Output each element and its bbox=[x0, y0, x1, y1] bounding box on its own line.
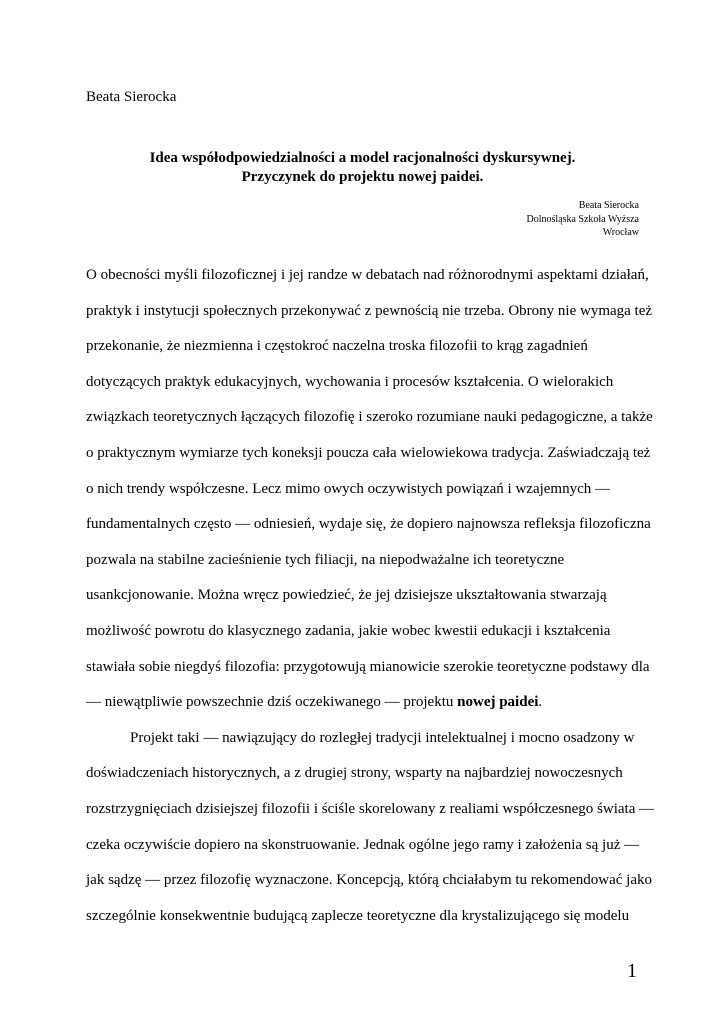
text-line: dotyczących praktyk edukacyjnych, wychowania i procesów kształcenia. O wielorakich bbox=[86, 373, 614, 390]
text-segment: — niewątpliwie powszechnie dziś oczekiwanego — projektu bbox=[86, 694, 458, 711]
title-line-1: Idea współodpowiedzialności a model racjonalności dyskursywnej. bbox=[149, 150, 576, 166]
affiliation-name: Beata Sierocka bbox=[578, 200, 639, 211]
text-line: przekonanie, że niezmienna i częstokroć naczelna troska filozofii to krąg zagadnień bbox=[86, 338, 588, 355]
text-line: praktyk i instytucji społecznych przekonywać z pewnością nie trzeba. Obrony nie wymaga też bbox=[86, 302, 653, 319]
text-line: O obecności myśli filozoficznej i jej randze w debatach nad różnorodnymi aspektami działań, bbox=[86, 267, 649, 283]
text-line: związkach teoretycznych łączących filozofię i szeroko rozumiane nauki pedagogiczne, a także bbox=[86, 409, 653, 426]
text-line: rozstrzygnięciach dzisiejszej filozofii i ściśle skorelowany z realiami współczesnego świata — bbox=[86, 800, 655, 817]
author-affiliation bbox=[526, 199, 639, 240]
body-text bbox=[86, 258, 655, 934]
text-line: Projekt taki — nawiązujący do rozległej tradycji intelektualnej i mocno osadzony w bbox=[130, 729, 635, 746]
text-segment: . bbox=[538, 694, 543, 711]
bold-term: nowej paidei bbox=[457, 694, 539, 711]
text-line: doświadczeniach historycznych, a z drugiej strony, wsparty na najbardziej nowoczesnych bbox=[86, 765, 623, 782]
text-line: usankcjonowanie. Można wręcz powiedzieć, że jej dzisiejsze ukształtowania stwarzają bbox=[86, 587, 607, 604]
text-line: czeka oczywiście dopiero na skonstruowanie. Jednak ogólne jego ramy i założenia są już — bbox=[86, 836, 640, 853]
document-title bbox=[86, 149, 639, 187]
title-line-2: Przyczynek do projektu nowej paidei. bbox=[241, 169, 484, 185]
text-line: fundamentalnych często — odniesień, wydaje się, że dopiero najnowsza refleksja filozoficzna bbox=[86, 516, 651, 533]
text-line: o praktycznym wymiarze tych koneksji poucza cała wielowiekowa tradycja. Zaświadczają też bbox=[86, 444, 651, 461]
affiliation-institution: Dolnośląska Szkoła Wyższa bbox=[526, 213, 639, 225]
paragraph-2 bbox=[86, 721, 655, 935]
text-line-last bbox=[86, 685, 639, 721]
text-line: stawiała sobie niegdyś filozofia: przygotowują mianowicie szerokie teoretyczne podstawy dla bbox=[86, 658, 650, 675]
text-line: możliwość powrotu do klasycznego zadania, jakie wobec kwestii edukacji i kształcenia bbox=[86, 622, 611, 639]
text-line: o nich trendy współczesne. Lecz mimo owych oczywistych powiązań i wzajemnych — bbox=[86, 480, 610, 497]
text-line: jak sądzę — przez filozofię wyznaczone. Koncepcją, którą chciałabym tu rekomendować jako bbox=[86, 872, 652, 889]
paragraph-1 bbox=[86, 258, 653, 721]
header-author: Beata Sierocka bbox=[86, 89, 177, 105]
text-line: szczególnie konsekwentnie budującą zaplecze teoretyczne dla krystalizującego się modelu bbox=[86, 907, 630, 924]
affiliation-city: Wrocław bbox=[602, 227, 639, 238]
text-line: pozwala na stabilne zacieśnienie tych filiacji, na niepodważalne ich teoretyczne bbox=[86, 551, 565, 568]
page-number: 1 bbox=[627, 960, 637, 982]
